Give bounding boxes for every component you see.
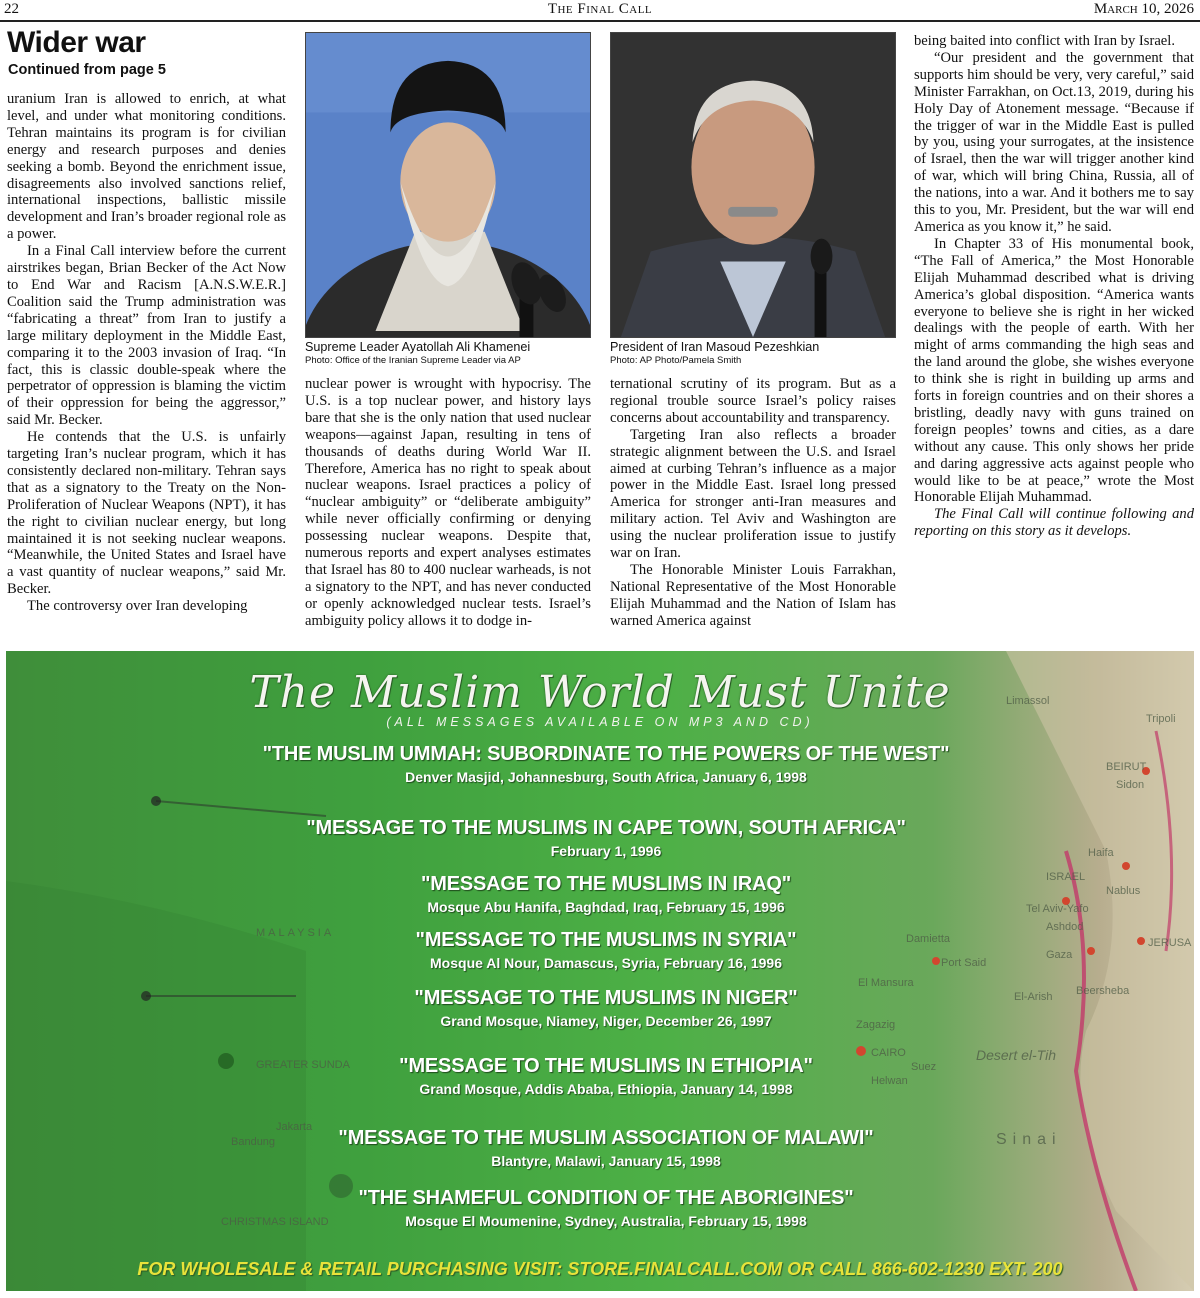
issue-date: March 10, 2026 bbox=[1093, 1, 1194, 17]
article-headline: Wider war bbox=[7, 26, 146, 59]
map-label: Suez bbox=[911, 1061, 937, 1073]
map-label: Bandung bbox=[231, 1136, 276, 1148]
ad-title: The Muslim World Must Unite bbox=[249, 667, 951, 718]
photo-credit: Photo: AP Photo/Pamela Smith bbox=[610, 355, 742, 366]
paragraph: ternational scrutiny of its program. But as a regional trouble source Israel’s policy raises concerns about accountability and transparency. bbox=[610, 376, 896, 426]
message-title: "MESSAGE TO THE MUSLIMS IN SYRIA" bbox=[415, 929, 797, 951]
map-label: Nablus bbox=[1106, 885, 1141, 897]
map-label: BEIRUT bbox=[1106, 761, 1147, 773]
photo-pezeshkian bbox=[610, 32, 896, 338]
paragraph: “Our president and the government that supports him should be very, very careful,” said Minister Farrakhan, on Oct.13, 2019, during his Holy Day of Atonement message. “Because if the trigger of war in the Middle East is pulled by you, using your surrogates, at the insistence of Israel, then the war will trigger another kind of war, which will bring China, Russia, all of the nations, into a war. And it bothers me to say this to you, Mr. President, but the war will end America as you know it,” he said. bbox=[914, 49, 1194, 235]
map-label: GREATER SUNDA bbox=[256, 1059, 350, 1071]
message-venue: Denver Masjid, Johannesburg, South Africa, January 6, 1998 bbox=[405, 769, 807, 785]
map-label: Gaza bbox=[1046, 949, 1073, 961]
message-venue: Mosque El Moumenine, Sydney, Australia, February 15, 1998 bbox=[405, 1213, 807, 1229]
message-venue: Grand Mosque, Addis Ababa, Ethiopia, January 14, 1998 bbox=[419, 1081, 793, 1097]
ad-message-item bbox=[246, 1055, 966, 1097]
ad-subtitle: (ALL MESSAGES AVAILABLE ON MP3 AND CD) bbox=[386, 715, 814, 729]
map-label: CAIRO bbox=[871, 1047, 906, 1059]
page-header bbox=[0, 0, 1200, 22]
closing-note: The Final Call will continue following and reporting on this story as it develops. bbox=[914, 506, 1194, 540]
map-label: Desert el-Tih bbox=[976, 1047, 1057, 1063]
article-column-3 bbox=[610, 376, 896, 651]
paragraph: Targeting Iran also reflects a broader strategic alignment between the U.S. and Israel aimed at curbing Tehran’s influence as a major power in the Middle East. Israel long pressed America for stronger anti-Iran measures and military action. Tel Aviv and Washington are using the nuclear proliferation issue to justify war on Iran. bbox=[610, 426, 896, 562]
map-label: CHRISTMAS ISLAND bbox=[221, 1216, 329, 1228]
advertisement-banner bbox=[6, 651, 1194, 1291]
message-venue: Blantyre, Malawi, January 15, 1998 bbox=[491, 1153, 721, 1169]
paragraph: being baited into conflict with Iran by Israel. bbox=[914, 33, 1175, 49]
message-title: "MESSAGE TO THE MUSLIMS IN CAPE TOWN, SOUTH AFRICA" bbox=[306, 817, 906, 839]
message-title: "THE SHAMEFUL CONDITION OF THE ABORIGINES" bbox=[358, 1187, 854, 1209]
photo-caption-2 bbox=[610, 340, 896, 366]
ad-message-item bbox=[246, 987, 966, 1029]
page-number: 22 bbox=[4, 1, 19, 17]
map-label: Jakarta bbox=[276, 1121, 313, 1133]
caption-text: Supreme Leader Ayatollah Ali Khamenei bbox=[305, 340, 531, 354]
map-label: El Mansura bbox=[858, 977, 914, 989]
message-venue: Mosque Abu Hanifa, Baghdad, Iraq, February 15, 1996 bbox=[427, 899, 785, 915]
paragraph: uranium Iran is allowed to enrich, at what level, and under what monitoring conditions. Tehran maintains its program is for civilian energy and research purposes and denies seeking a bomb. Beyond the enrichment issue, disagreements also involved sanctions relief, international inspections, ballistic missile development and Iran’s broader regional role as a power. bbox=[7, 91, 286, 243]
map-label: Zagazig bbox=[856, 1019, 896, 1031]
map-label: Beersheba bbox=[1076, 985, 1130, 997]
paragraph: In a Final Call interview before the current airstrikes began, Brian Becker of the Act Now to End War and Racism [A.N.S.W.E.R.] Coalition said the Trump administration was “fabricating a threat” from Iran to justify a large military deployment in the Middle East, comparing it to the 2003 invasion of Iraq. “In fact, this is classic double-speak where the perpetrator of oppression is blaming the victim of their oppression for being the aggressor,” said Mr. Becker. bbox=[7, 243, 286, 429]
map-label: ISRAEL bbox=[1046, 871, 1086, 883]
ad-message-item bbox=[246, 1127, 966, 1169]
map-label: Port Said bbox=[941, 957, 987, 969]
map-label: Sidon bbox=[1116, 779, 1145, 791]
map-label: Tripoli bbox=[1146, 713, 1176, 725]
ad-purchase-link[interactable]: FOR WHOLESALE & RETAIL PURCHASING VISIT: STORE.FINALCALL.COM OR CALL 866-602-1230 EXT. 200 bbox=[137, 1259, 1063, 1279]
ad-message-item bbox=[246, 817, 966, 859]
ad-message-item bbox=[246, 743, 966, 785]
paragraph: He contends that the U.S. is unfairly targeting Iran’s nuclear program, which it has consistently declared non-military. Tehran says that as a signatory to the Treaty on the Non-Proliferation of Nuclear Weapons (NPT), it has the right to civilian nuclear energy, but long maintained it is not seeking nuclear weapons. “Meanwhile, the United States and Israel have a vast quantity of nuclear weapons,” said Mr. Becker. bbox=[7, 429, 286, 598]
article-column-1 bbox=[7, 91, 286, 651]
ad-message-item bbox=[246, 929, 966, 971]
message-title: "THE MUSLIM UMMAH: SUBORDINATE TO THE POWERS OF THE WEST" bbox=[262, 743, 950, 765]
message-venue: Mosque Al Nour, Damascus, Syria, February 16, 1996 bbox=[430, 955, 782, 971]
map-label: Ashdod bbox=[1046, 921, 1084, 933]
message-title: "MESSAGE TO THE MUSLIM ASSOCIATION OF MALAWI" bbox=[338, 1127, 874, 1149]
caption-text: President of Iran Masoud Pezeshkian bbox=[610, 340, 820, 354]
map-label: Tel Aviv-Yafo bbox=[1026, 903, 1089, 915]
map-label: Limassol bbox=[1006, 695, 1050, 707]
map-label: MALAYSIA bbox=[256, 927, 335, 939]
ad-message-item bbox=[246, 1187, 966, 1229]
photo-caption-1 bbox=[305, 340, 591, 366]
paragraph: The Honorable Minister Louis Farrakhan, National Representative of the Most Honorable Elijah Muhammad and the Nation of Islam has warned America against bbox=[610, 561, 896, 629]
message-title: "MESSAGE TO THE MUSLIMS IN NIGER" bbox=[414, 987, 798, 1009]
paragraph: In Chapter 33 of His monumental book, “The Fall of America,” the Most Honorable Elijah Muhammad described what is driving America’s global disposition. “America wants everyone to believe she is right in her wicked dealings with the people of earth. With her might of arms commanding the high seas and the land around the globe, she wishes everyone to think she is right in building up arms and forts in foreign countries and on their shores a bristling, deadly navy with guns trained on foreign peoples’ towns and cities, as a dare without any cause. This only shows her pride and daring aggressive acts against people who would like to be at peace,” wrote the Most Honorable Elijah Muhammad. bbox=[914, 235, 1194, 506]
message-title: "MESSAGE TO THE MUSLIMS IN ETHIOPIA" bbox=[399, 1055, 813, 1077]
map-label: JERUSA bbox=[1148, 937, 1192, 949]
message-venue: Grand Mosque, Niamey, Niger, December 26, 1997 bbox=[440, 1013, 772, 1029]
article-column-2 bbox=[305, 376, 591, 651]
message-title: "MESSAGE TO THE MUSLIMS IN IRAQ" bbox=[421, 873, 791, 895]
map-label: Sinai bbox=[996, 1131, 1062, 1148]
map-label: Helwan bbox=[871, 1075, 908, 1087]
photo-khamenei bbox=[305, 32, 591, 338]
paragraph: nuclear power is wrought with hypocrisy. The U.S. is a top nuclear power, and history lays bare that she is the only nation that used nuclear weapons—against Japan, resulting in tens of thousands of deaths during World War II. Therefore, America has no right to speak about nuclear weapons. Israel practices a policy of “nuclear ambiguity” or “deliberate ambiguity” while never officially confirming or denying possessing nuclear weapons. Despite that, numerous reports and expert analyses estimates that Israel has 80 to 400 nuclear warheads, is not a signatory to the NPT, and has never conducted or openly acknowledged nuclear tests. Israel’s ambiguity policy allows it to dodge in- bbox=[305, 376, 591, 629]
paragraph: The controversy over Iran developing bbox=[27, 598, 248, 615]
photo-credit: Photo: Office of the Iranian Supreme Leader via AP bbox=[305, 355, 521, 366]
article-column-4 bbox=[914, 33, 1194, 651]
map-label: Haifa bbox=[1088, 847, 1114, 859]
map-label: El-Arish bbox=[1014, 991, 1053, 1003]
publication-name: The Final Call bbox=[547, 1, 653, 17]
continued-from-label: Continued from page 5 bbox=[8, 62, 166, 78]
message-venue: February 1, 1996 bbox=[550, 843, 662, 859]
map-label: Damietta bbox=[906, 933, 951, 945]
ad-message-item bbox=[246, 873, 966, 915]
